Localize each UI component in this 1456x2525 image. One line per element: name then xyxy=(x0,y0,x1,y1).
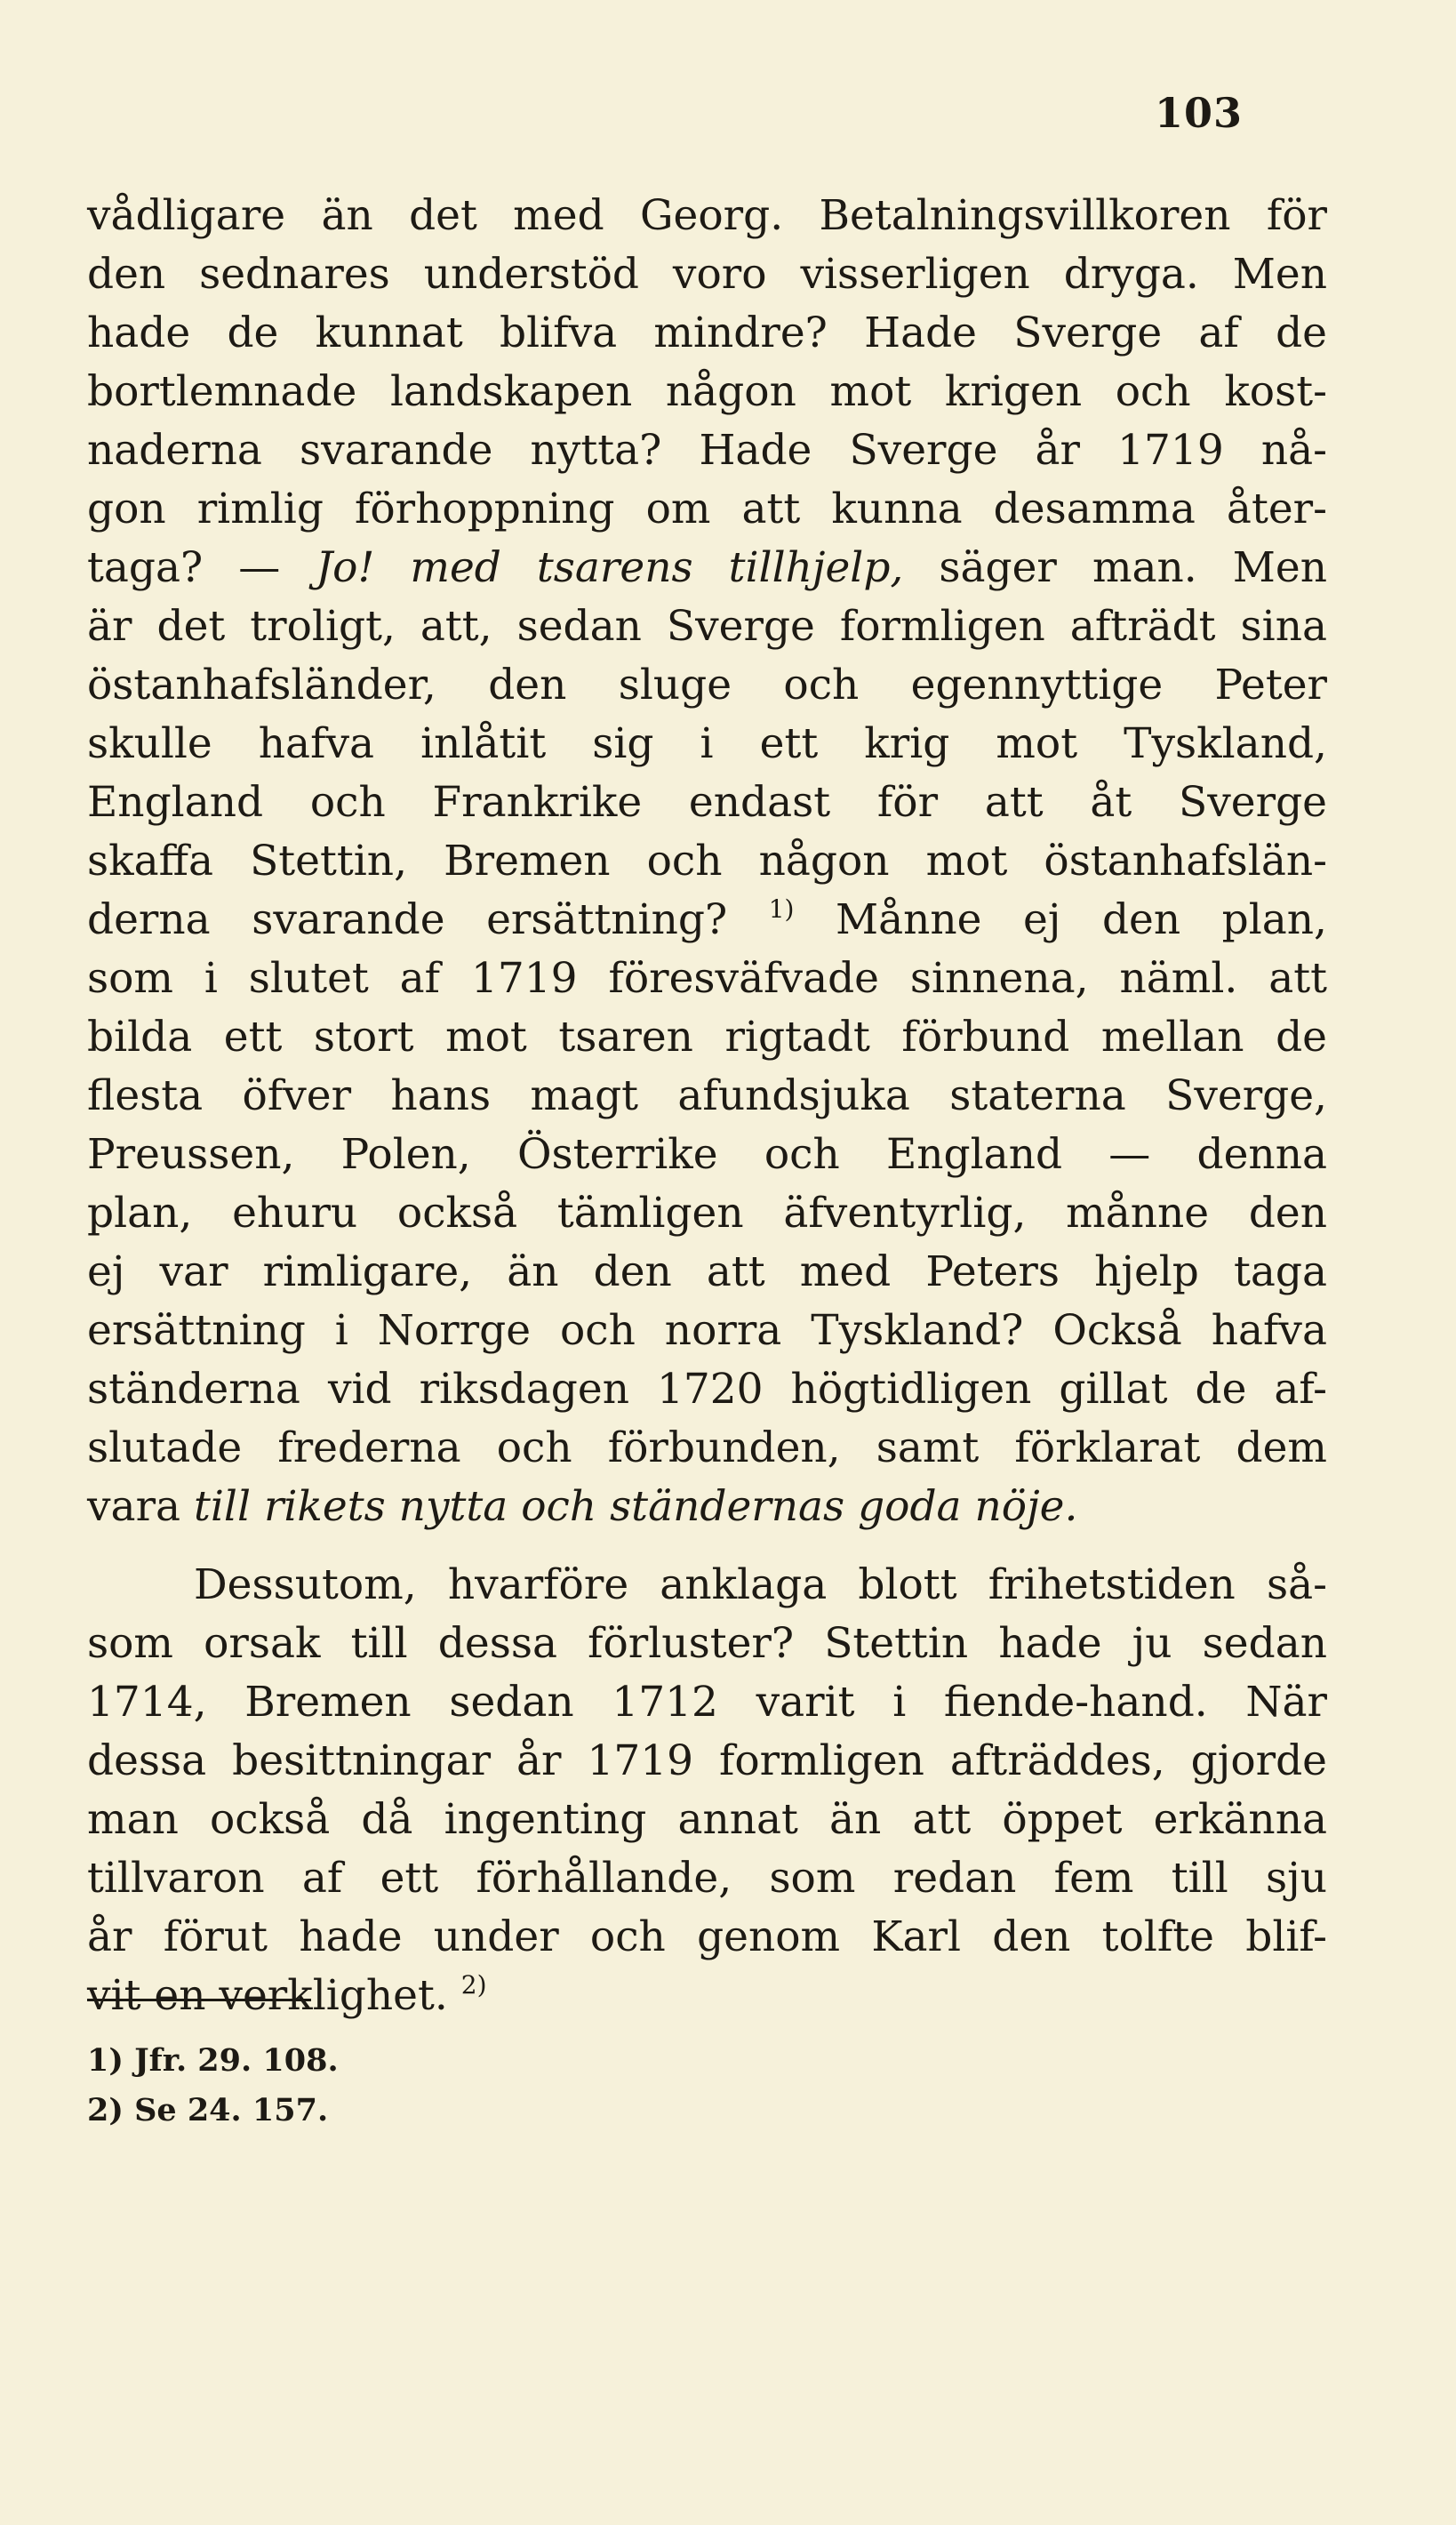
text-fragment: derna svarande ersättning? xyxy=(87,895,769,944)
footnote-ref: 2) xyxy=(460,1970,487,2000)
italic-phrase: Jo! med tsarens tillhjelp, xyxy=(316,543,904,592)
text-line: skulle hafva inlåtit sig i ett krig mot Tyskland, xyxy=(87,719,1327,768)
text-line: dessa besittningar år 1719 formligen afträddes, gjorde xyxy=(87,1736,1327,1785)
text-fragment: vit en verklighet. xyxy=(87,1971,461,2020)
text-line: vådligare än det med Georg. Betalningsvillkoren för xyxy=(87,191,1327,240)
footnote-1: 1) Jfr. 29. 108. xyxy=(87,2042,339,2079)
text-line: tillvaron af ett förhållande, som redan fem till sju xyxy=(87,1854,1327,1903)
text-line xyxy=(87,1967,1327,2025)
text-line: bilda ett stort mot tsaren rigtadt förbund mellan de xyxy=(87,1013,1327,1062)
text-line: 1714, Bremen sedan 1712 varit i fiende-hand. När xyxy=(87,1678,1327,1727)
paragraph-1 xyxy=(87,187,1327,1536)
text-line: slutade frederna och förbunden, samt förklarat dem xyxy=(87,1423,1327,1472)
text-fragment: vara xyxy=(87,1482,195,1531)
footnote-2: 2) Se 24. 157. xyxy=(87,2092,329,2128)
text-line: bortlemnade landskapen någon mot krigen och kost- xyxy=(87,367,1327,416)
footnotes xyxy=(87,2036,339,2136)
text-line: år förut hade under och genom Karl den tolfte blif- xyxy=(87,1912,1327,1961)
text-line: Dessutom, hvarföre anklaga blott frihetstiden så- xyxy=(194,1560,1327,1609)
text-line: östanhafsländer, den sluge och egennyttige Peter xyxy=(87,661,1327,709)
paragraph-gap xyxy=(87,1536,1327,1556)
text-fragment: taga? — xyxy=(87,543,316,592)
text-line xyxy=(87,1478,1327,1536)
text-line: som orsak till dessa förluster? Stettin hade ju sedan xyxy=(87,1619,1327,1668)
text-line: plan, ehuru också tämligen äfventyrlig, månne den xyxy=(87,1189,1327,1238)
text-line: den sednares understöd voro visserligen dryga. Men xyxy=(87,250,1327,299)
text-line xyxy=(87,891,1327,950)
italic-phrase: till rikets nytta och ständernas goda nöje. xyxy=(194,1482,1078,1531)
text-line: ersättning i Norrge och norra Tyskland? Också hafva xyxy=(87,1306,1327,1355)
text-line: man också då ingenting annat än att öppet erkänna xyxy=(87,1795,1327,1844)
text-line: Preussen, Polen, Österrike och England — denna xyxy=(87,1130,1327,1179)
text-line: naderna svarande nytta? Hade Sverge år 1719 nå- xyxy=(87,426,1327,475)
text-line: som i slutet af 1719 föresväfvade sinnena, näml. att xyxy=(87,954,1327,1003)
text-line: flesta öfver hans magt afundsjuka staterna Sverge, xyxy=(87,1071,1327,1120)
text-fragment: säger man. Men xyxy=(903,543,1327,592)
footnote-divider xyxy=(87,1999,311,2001)
text-fragment: Månne ej den plan, xyxy=(794,895,1327,944)
text-line xyxy=(87,539,1327,597)
text-line: ständerna vid riksdagen 1720 högtidligen gillat de af- xyxy=(87,1365,1327,1414)
text-line: England och Frankrike endast för att åt Sverge xyxy=(87,778,1327,827)
page-number: 103 xyxy=(1154,89,1243,137)
text-line: skaffa Stettin, Bremen och någon mot östanhafslän- xyxy=(87,837,1327,886)
text-line: är det troligt, att, sedan Sverge formligen afträdt sina xyxy=(87,602,1327,651)
paragraph-2 xyxy=(87,1556,1327,2025)
text-line: hade de kunnat blifva mindre? Hade Sverge af de xyxy=(87,309,1327,357)
footnote-ref: 1) xyxy=(768,894,795,924)
text-line: ej var rimligare, än den att med Peters hjelp taga xyxy=(87,1247,1327,1296)
text-line: gon rimlig förhoppning om att kunna desamma åter- xyxy=(87,485,1327,533)
body-text xyxy=(87,187,1327,2025)
